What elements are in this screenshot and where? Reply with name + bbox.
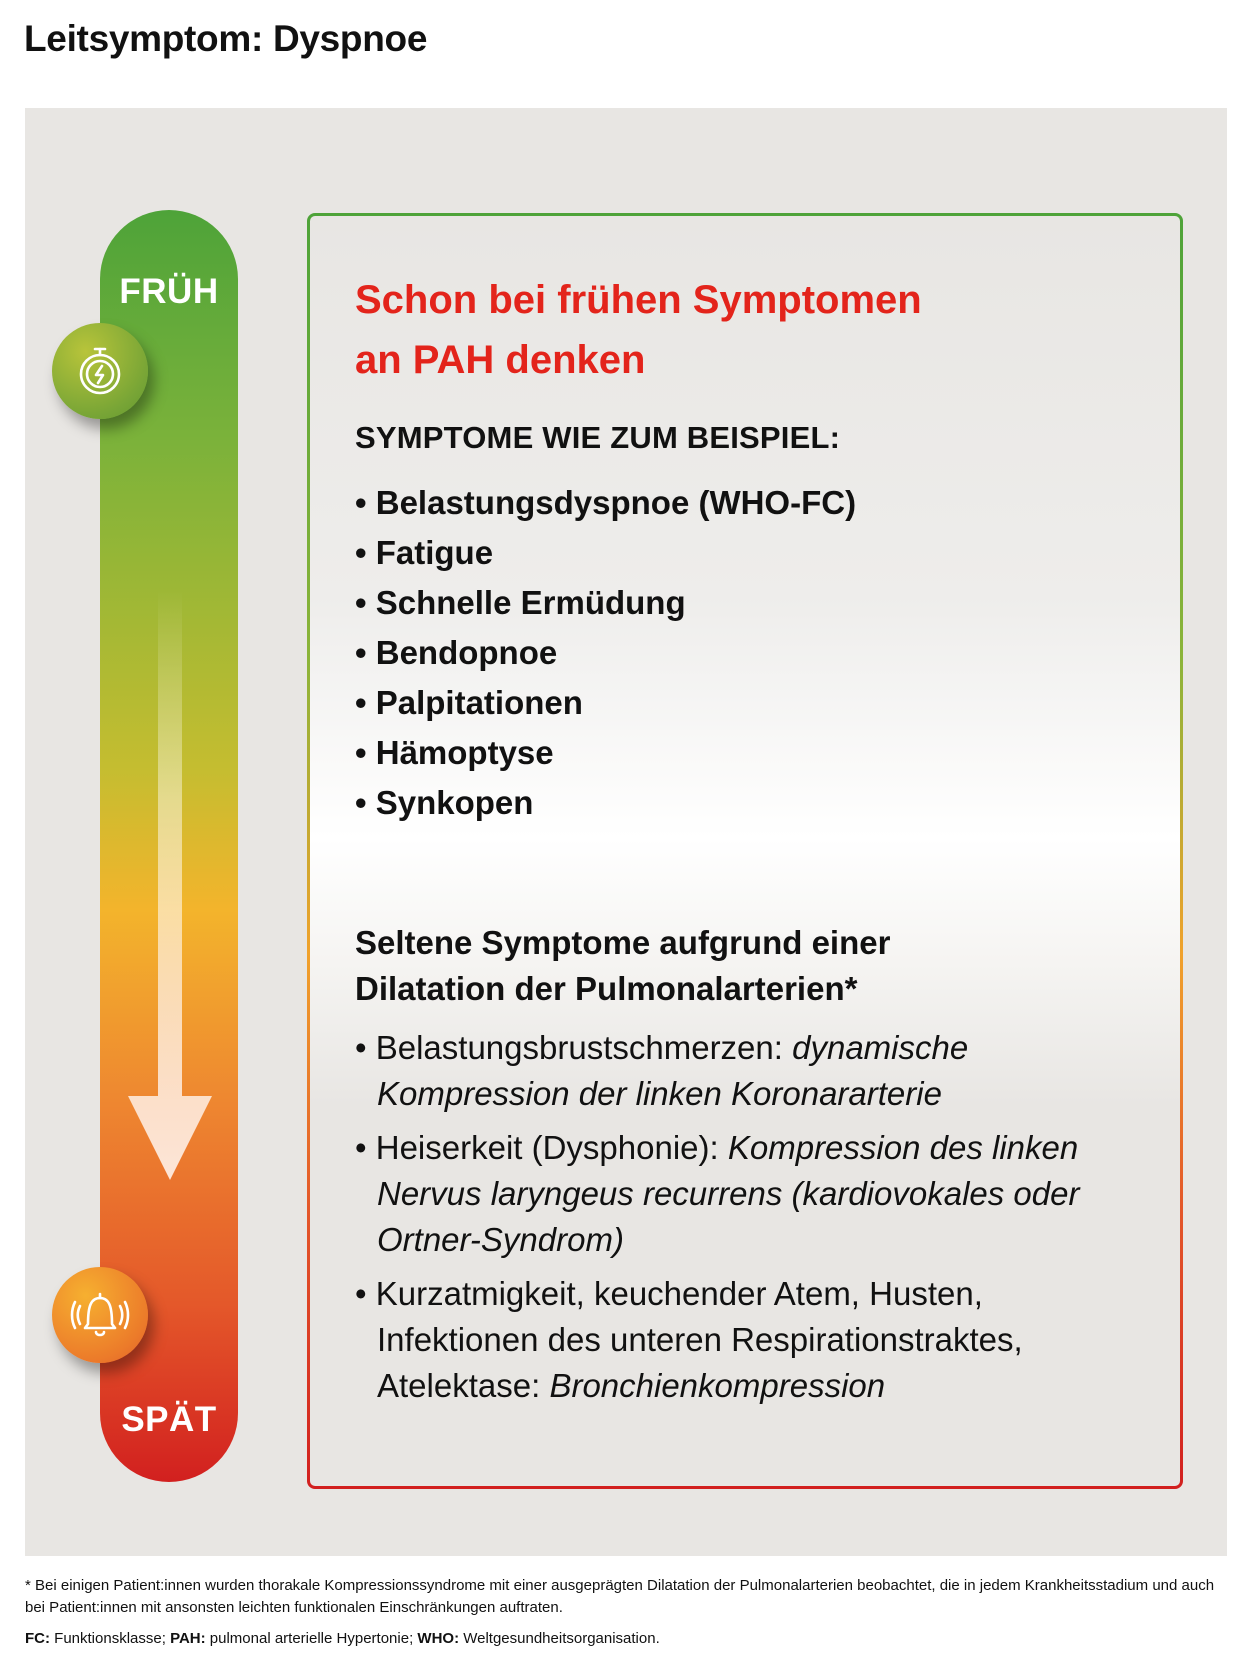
symptom-list xyxy=(355,478,1135,828)
list-item: • Belastungsdyspnoe (WHO-FC) xyxy=(355,478,1135,528)
list-item: • Palpitationen xyxy=(355,678,1135,728)
list-item xyxy=(355,1025,1145,1117)
down-arrow-icon xyxy=(128,590,212,1186)
headline-line-2: an PAH denken xyxy=(355,338,646,382)
list-item: • Synkopen xyxy=(355,778,1135,828)
page-title: Leitsymptom: Dyspnoe xyxy=(24,18,428,59)
list-item xyxy=(355,1271,1145,1409)
timeline-label-early: FRÜH xyxy=(119,272,219,311)
late-badge xyxy=(52,1267,148,1363)
rare-symptom-list xyxy=(355,1025,1145,1417)
abbreviations xyxy=(25,1628,1225,1650)
headline xyxy=(355,270,1155,390)
abbreviation-term: PAH: xyxy=(170,1630,206,1647)
list-item: • Bendopnoe xyxy=(355,628,1135,678)
stopwatch-lightning-icon xyxy=(71,342,129,400)
rare-symptom-explanation: Kompression des linken Nervus laryngeus recurrens (kardiovokales oder Ortner-Syndrom) xyxy=(377,1129,1080,1258)
abbreviation-term: WHO: xyxy=(417,1630,460,1647)
footnote: * Bei einigen Patient:innen wurden thorakale Kompressionssyndrome mit einer ausgeprägten Dilatation der Pulmonalarterien beobachtet, die in jedem Krankheitsstadium und auch bei Patient:innen mit ansonsten leichten funktionalen Einschränkungen auftraten. xyxy=(25,1577,1215,1616)
list-item: • Schnelle Ermüdung xyxy=(355,578,1135,628)
headline-line-1: Schon bei frühen Symptomen xyxy=(355,278,922,322)
rare-symptoms-heading xyxy=(355,920,1135,1012)
list-item xyxy=(355,1125,1145,1263)
rare-heading-line-2: Dilatation der Pulmonalarterien* xyxy=(355,970,858,1007)
rare-symptom-term: Heiserkeit (Dysphonie): xyxy=(375,1129,728,1166)
early-badge xyxy=(52,323,148,419)
rare-heading-line-1: Seltene Symptome aufgrund einer xyxy=(355,924,891,961)
list-item: • Hämoptyse xyxy=(355,728,1135,778)
abbreviation-term: FC: xyxy=(25,1630,50,1647)
rare-symptom-term: Kurzatmigkeit, keuchender Atem, Husten, Infektionen des unteren Respirationstraktes, Atelektase: xyxy=(375,1275,1023,1404)
rare-symptom-term: Belastungsbrustschmerzen: xyxy=(375,1029,793,1066)
abbreviation-text: Funktionsklasse; xyxy=(50,1630,171,1647)
abbreviation-text: Weltgesundheitsorganisation. xyxy=(459,1630,660,1647)
rare-symptom-explanation: Bronchienkompression xyxy=(549,1367,886,1404)
list-item: • Fatigue xyxy=(355,528,1135,578)
symptoms-heading: SYMPTOME WIE ZUM BEISPIEL: xyxy=(355,420,841,455)
alarm-bell-icon xyxy=(69,1284,131,1346)
rare-symptom-explanation: dynamische Kompression der linken Koronararterie xyxy=(377,1029,969,1112)
timeline-label-late: SPÄT xyxy=(121,1400,217,1439)
abbreviation-text: pulmonal arterielle Hypertonie; xyxy=(205,1630,418,1647)
